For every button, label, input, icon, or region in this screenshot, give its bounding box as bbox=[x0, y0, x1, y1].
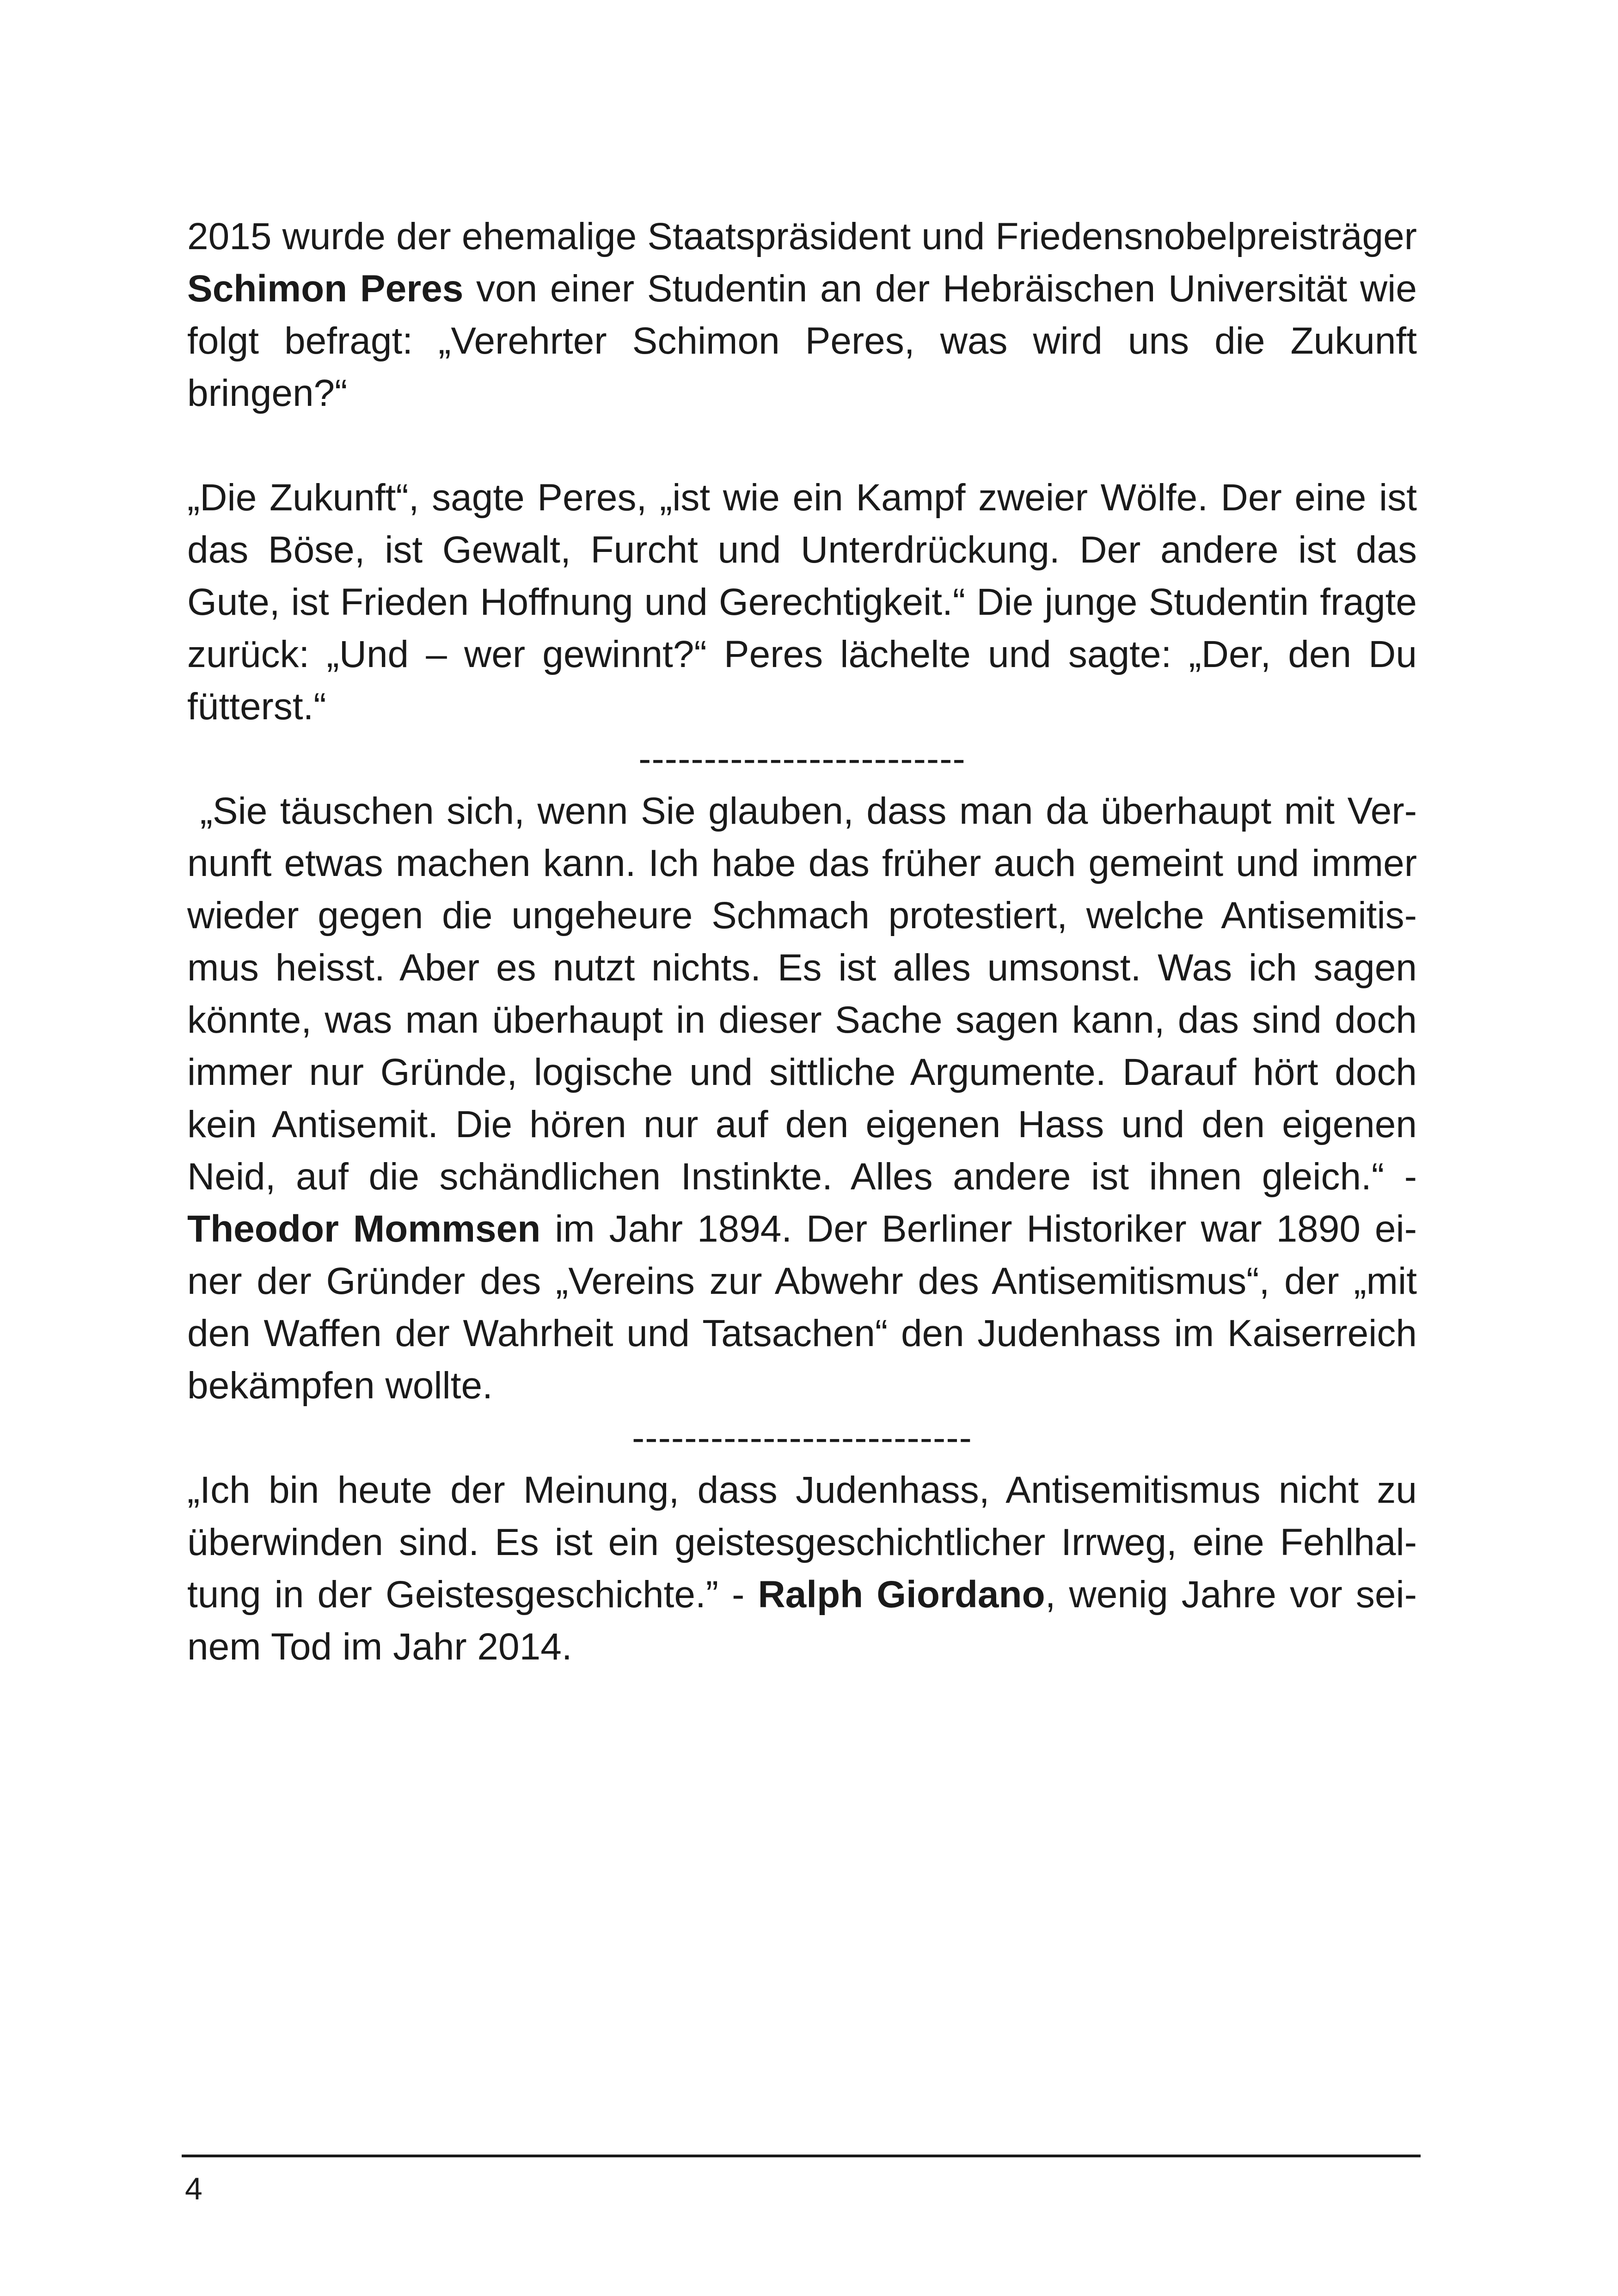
paragraph-peres-answer bbox=[187, 471, 1417, 733]
leading-space bbox=[187, 790, 200, 832]
name-schimon-peres: Schimon Peres bbox=[187, 268, 464, 310]
paragraph-text: im Jahr 1894. Der Berliner Historiker war 1890 einer der Gründer des „Vereins zur Abwehr des Antisemitismus“, der „mit den Waffen der Wahrheit und Tatsachen“ den Judenhass im Kaiserreich bekämpfen wollte. bbox=[187, 1208, 1417, 1407]
paragraph-text: 2015 wurde der ehemalige Staatspräsident und Friedensnobelpreisträger bbox=[187, 215, 1417, 257]
paragraph-text: von einer Studentin an der Hebräischen Universität wie folgt befragt: „Verehrter Schimon Peres, was wird uns die Zukunft bringen?“ bbox=[187, 268, 1417, 414]
separator-line-1: ------------------------- bbox=[638, 738, 966, 780]
paragraph-mommsen-quote bbox=[187, 785, 1417, 1412]
paragraph-text: , wenig Jahre vor seinem Tod im Jahr 2014. bbox=[187, 1574, 1417, 1668]
paragraph-text: „Ich bin heute der Meinung, dass Judenhass, Antisemitismus nicht zu überwinden sind. Es ist ein geistesgeschichtlicher Irrweg, eine Fehlhaltung in der Geistesgeschichte.” - bbox=[187, 1469, 1417, 1616]
name-theodor-mommsen: Theodor Mommsen bbox=[187, 1208, 541, 1250]
page-number: 4 bbox=[185, 2171, 202, 2206]
paragraph-peres-question bbox=[187, 210, 1417, 419]
page-body bbox=[187, 210, 1417, 1673]
paragraph-text: „Die Zukunft“, sagte Peres, „ist wie ein Kampf zweier Wölfe. Der eine ist das Böse, ist Gewalt, Furcht und Unterdrückung. Der andere ist das Gute, ist Frieden Hoffnung und Gerechtigkeit.“ Die junge Studentin fragte zurück: „Und – wer gewinnt?“ Peres lächelte und sagte: „Der, den Du fütterst.“ bbox=[187, 477, 1417, 728]
separator-line-2: -------------------------- bbox=[632, 1417, 972, 1459]
paragraph-giordano-quote bbox=[187, 1464, 1417, 1673]
paragraph-text: „Sie täuschen sich, wenn Sie glauben, dass man da überhaupt mit Vernunft etwas machen kann. Ich habe das früher auch gemeint und immer wieder gegen die ungeheure Schmach protestiert, welche Antisemitismus heisst. Aber es nutzt nichts. Es ist alles umsonst. Was ich sagen könnte, was man überhaupt in dieser Sache sagen kann, das sind doch immer nur Gründe, logische und sittliche Argumente. Darauf hört doch kein Antisemit. Die hören nur auf den eigenen Hass und den eigenen Neid, auf die schändlichen Instinkte. Alles andere ist ihnen gleich.“ - bbox=[187, 790, 1417, 1198]
footer-rule bbox=[182, 2155, 1421, 2157]
name-ralph-giordano: Ralph Giordano bbox=[758, 1574, 1045, 1616]
